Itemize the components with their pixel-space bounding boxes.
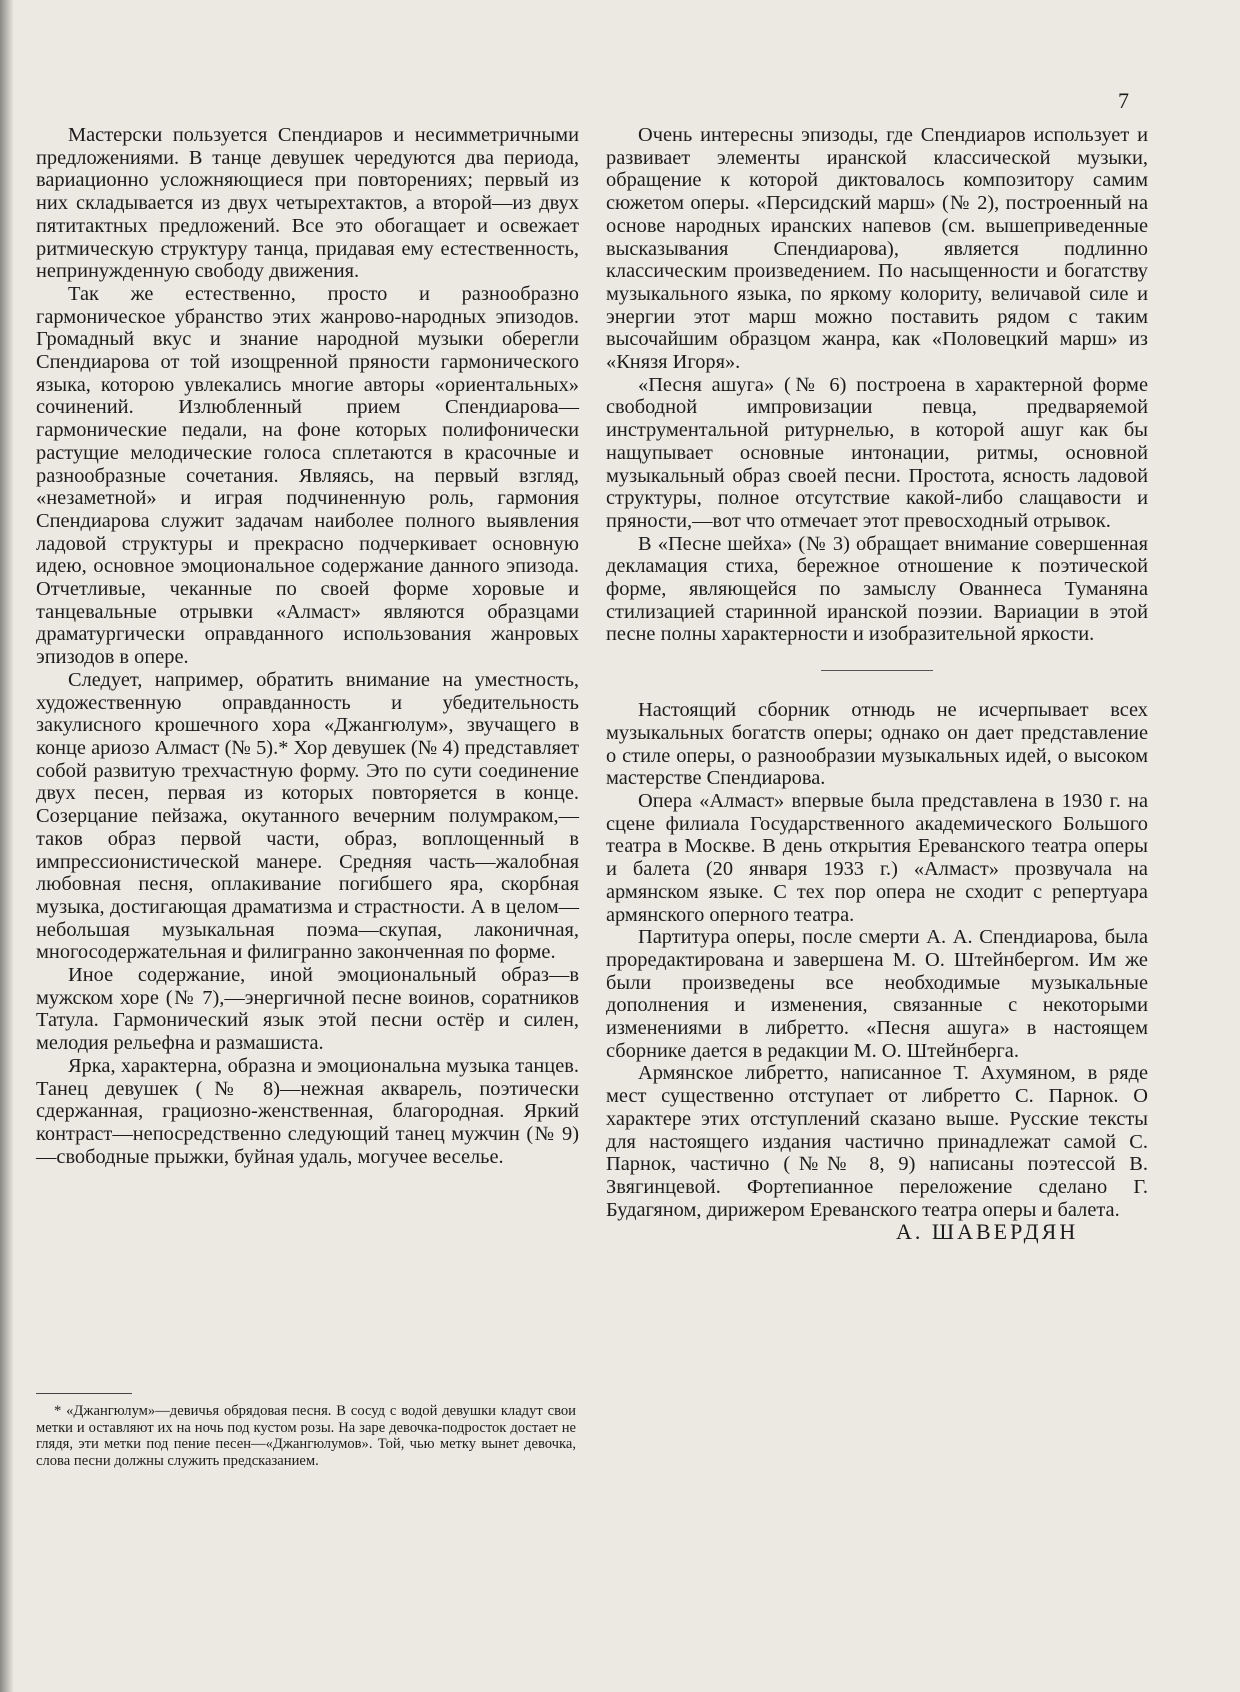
page-edge-shadow <box>0 0 14 1692</box>
paragraph: Партитура оперы, после смерти А. А. Спендиарова, была проредактирована и завершена М. О. Штейнбергом. Им же были произведены все необходимые музыкальные дополнения и изменения, связанные с некоторыми изменениями в либретто. «Песня ашуга» в настоящем сборнике дается в редакции М. О. Штейнберга. <box>606 926 1148 1062</box>
paragraph: Мастерски пользуется Спендиаров и несимметричными предложениями. В танце девушек чередуются два периода, вариационно усложняющиеся при повторениях; первый из них складывается из двух четырехтактов, а второй—из двух пятитактных предложений. Все это обогащает и освежает ритмическую структуру танца, придавая ему естественность, непринужденную свободу движения. <box>36 124 579 283</box>
paragraph: Очень интересны эпизоды, где Спендиаров использует и развивает элементы иранской классической музыки, обращение к которой диктовалось композитору самим сюжетом оперы. «Персидский марш» (№ 2), построенный на основе народных иранских напевов (см. вышеприведенные высказывания Спендиарова), является подлинно классическим произведением. По насыщенности и богатству музыкального языка, по яркому колориту, величавой силе и энергии этот марш можно поставить рядом с таким высочайшим образцом жанра, как «Половецкий марш» из «Князя Игоря». <box>606 124 1148 374</box>
page-number: 7 <box>1118 88 1130 113</box>
left-column <box>36 124 579 1168</box>
paragraph: Армянское либретто, написанное Т. Ахумяном, в ряде мест существенно отступает от либретто С. Парнок. О характере этих отступлений сказано выше. Русские тексты для настоящего издания частично принадлежат самой С. Парнок, частично (№№ 8, 9) написаны поэтессой В. Звягинцевой. Фортепианное переложение сделано Г. Будагяном, дирижером Ереванского театра оперы и балета. <box>606 1062 1148 1221</box>
paragraph: Ярка, характерна, образна и эмоциональна музыка танцев. Танец девушек (№ 8)—нежная акварель, поэтически сдержанная, грациозно-женственная, благородная. Яркий контраст—непосредственно следующий танец мужчин (№ 9)—свободные прыжки, буйная удаль, могучее веселье. <box>36 1054 579 1168</box>
paragraph: «Песня ашуга» (№ 6) построена в характерной форме свободной импровизации певца, предваряемой инструментальной ритурнелью, в которой ашуг как бы нащупывает основные интонации, ритмы, основной музыкальный образ своей песни. Простота, ясность ладовой структуры, полное отсутствие какой-либо слащавости и пряности,—вот что отмечает этот превосходный отрывок. <box>606 373 1148 532</box>
section-divider <box>821 670 933 671</box>
paragraph: В «Песне шейха» (№ 3) обращает внимание совершенная декламация стиха, бережное отношение к поэтической форме, являющейся по замыслу Ованнеса Туманяна стилизацией старинной иранской поэзии. Вариации в этой песне полны характерности и изобразительной яркости. <box>606 532 1148 646</box>
footnote-separator <box>36 1393 132 1394</box>
paragraph: Настоящий сборник отнюдь не исчерпывает всех музыкальных богатств оперы; однако он дает представление о стиле оперы, о разнообразии музыкальных идей, о высоком мастерстве Спендиарова. <box>606 699 1148 790</box>
author-signature: А. ШАВЕРДЯН <box>896 1219 1079 1245</box>
paragraph: Следует, например, обратить внимание на уместность, художественную оправданность и убедительность закулисного крошечного хора «Джангюлум», звучащего в конце ариозо Алмаст (№ 5).* Хор девушек (№ 4) представляет собой развитую трехчастную форму. Это по сути соединение двух песен, первая из которых повторяется в конце. Созерцание пейзажа, окутанного вечерним полумраком,—таков образ первой части, образ, воплощенный в импрессионистической манере. Средняя часть—жалобная любовная песня, оплакивание погибшего яра, скорбная музыка, достигающая драматизма и страстности. А в целом—небольшая музыкальная поэма—скупая, лаконичная, многосодержательная и филигранно законченная по форме. <box>36 668 579 964</box>
right-column <box>606 124 1148 1244</box>
footnote: * «Джангюлум»—девичья обрядовая песня. В сосуд с водой девушки кладут свои метки и оставляют их на ночь под кустом розы. На заре девочка-подросток достает не глядя, эти метки под пение песен—«Джангюлумов». Той, чью метку вынет девочка, слова песни должны служить предсказанием. <box>36 1403 576 1469</box>
paragraph: Опера «Алмаст» впервые была представлена в 1930 г. на сцене филиала Государственного академического Большого театра в Москве. В день открытия Ереванского театра оперы и балета (20 января 1933 г.) «Алмаст» прозвучала на армянском языке. С тех пор опера не сходит с репертуара армянского оперного театра. <box>606 789 1148 926</box>
paragraph: Иное содержание, иной эмоциональный образ—в мужском хоре (№ 7),—энергичной песне воинов, соратников Татула. Гармонический язык этой песни остёр и силен, мелодия рельефна и размашиста. <box>36 964 579 1055</box>
paragraph: Так же естественно, просто и разнообразно гармоническое убранство этих жанрово-народных эпизодов. Громадный вкус и знание народной музыки оберегли Спендиарова от той изощренной пряности гармонического языка, которою увлекались многие авторы «ориентальных» сочинений. Излюбленный прием Спендиарова—гармонические педали, на фоне которых полифонически растущие мелодические голоса сплетаются в красочные и разнообразные сочетания. Являясь, на первый взгляд, «незаметной» и играя подчиненную роль, гармония Спендиарова служит задачам наиболее полного выявления ладовой структуры и прекрасно подчеркивает основную идею, основное эмоциональное содержание данного эпизода. Отчетливые, чеканные по своей форме хоровые и танцевальные отрывки «Алмаст» являются образцами драматургически оправданного использования жанровых эпизодов в опере. <box>36 282 579 669</box>
